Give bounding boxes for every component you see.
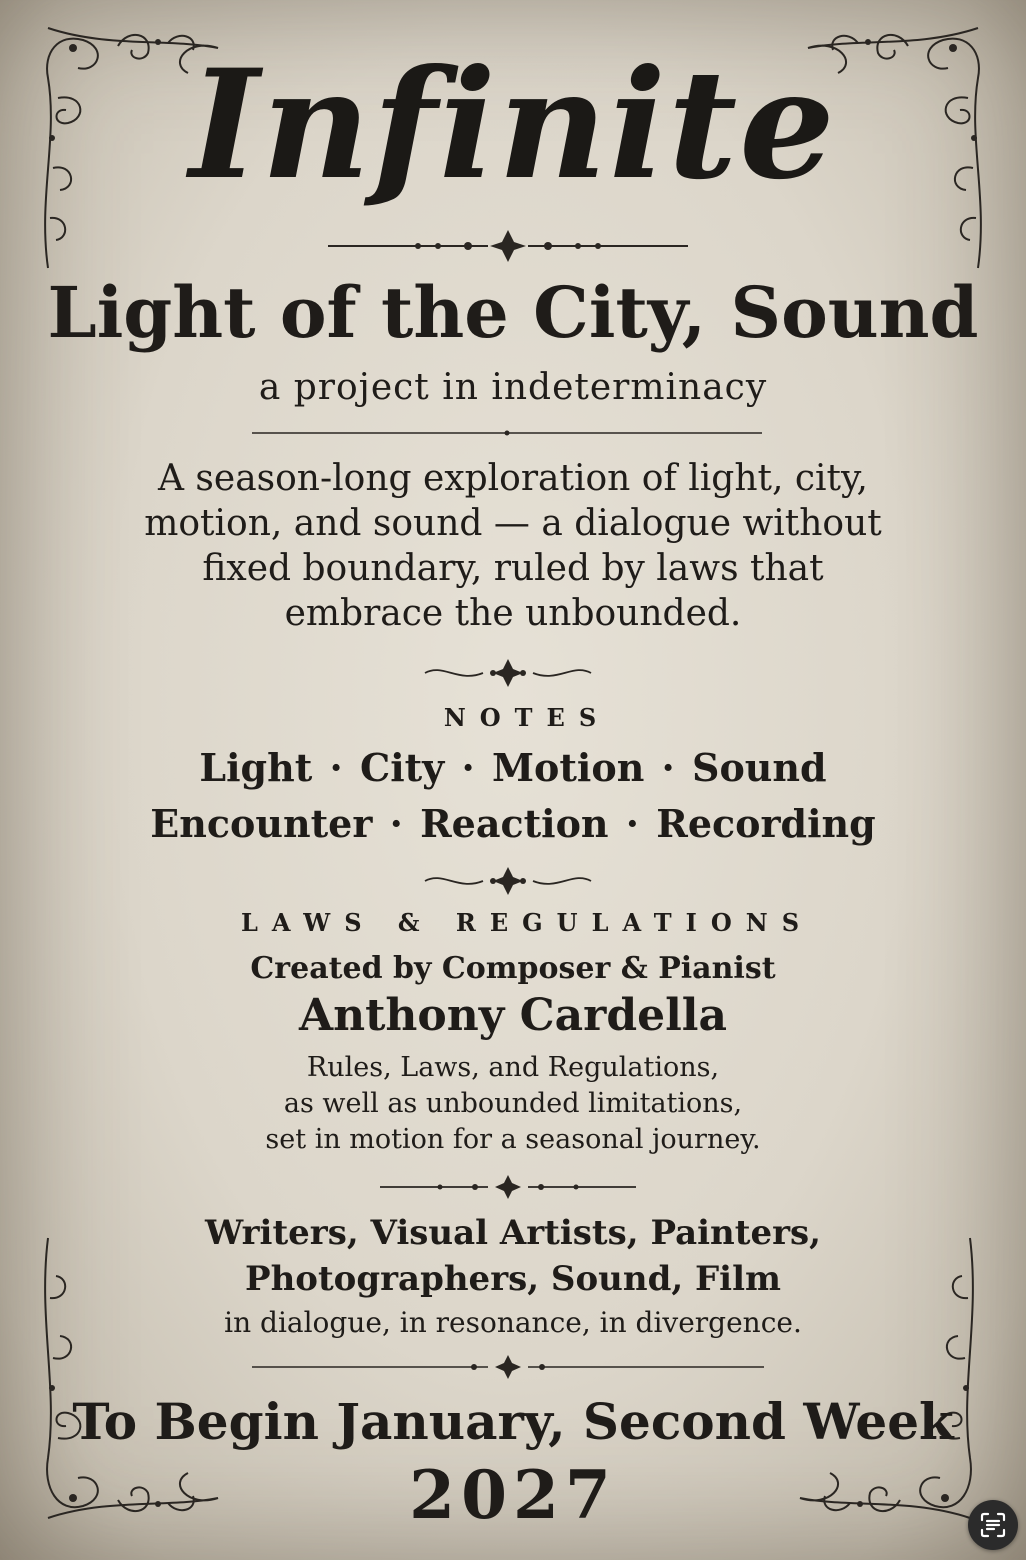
rules-line: as well as unbounded limitations, bbox=[283, 1088, 743, 1119]
fleuron-divider-icon bbox=[328, 228, 688, 264]
poster-subtitle: Light of the City, Sound bbox=[47, 271, 979, 354]
fleuron-divider-icon bbox=[380, 1174, 636, 1200]
tagline: a project in indeterminacy bbox=[258, 367, 768, 408]
year: 2027 bbox=[409, 1456, 617, 1534]
intro-line: embrace the unbounded. bbox=[284, 593, 742, 634]
text-scan-icon bbox=[979, 1511, 1007, 1539]
notes-row: Encounter · Reaction · Recording bbox=[150, 801, 876, 846]
fleuron-divider-icon bbox=[423, 658, 593, 688]
poster-title: Infinite bbox=[189, 37, 837, 213]
fleuron-divider-icon bbox=[252, 1354, 764, 1380]
author-name: Anthony Cardella bbox=[298, 990, 728, 1041]
intro-line: motion, and sound — a dialogue without bbox=[144, 503, 882, 544]
rules-line: Rules, Laws, and Regulations, bbox=[306, 1052, 720, 1083]
rules-line: set in motion for a seasonal journey. bbox=[265, 1124, 761, 1155]
artists-block bbox=[0, 1210, 1026, 1302]
intro-paragraph bbox=[0, 456, 1026, 636]
created-by: Created by Composer & Pianist bbox=[250, 951, 776, 986]
notes-label: NOTES bbox=[443, 703, 611, 732]
text-scan-button[interactable] bbox=[968, 1500, 1018, 1550]
laws-label: LAWS & REGULATIONS bbox=[240, 908, 814, 937]
rule-divider bbox=[252, 428, 762, 438]
artists-line: Writers, Visual Artists, Painters, bbox=[204, 1213, 822, 1253]
artists-dialogue-line: in dialogue, in resonance, in divergence. bbox=[224, 1306, 802, 1339]
intro-line: A season-long exploration of light, city, bbox=[157, 458, 869, 499]
artists-line: Photographers, Sound, Film bbox=[245, 1259, 781, 1299]
start-date: To Begin January, Second Week bbox=[72, 1392, 954, 1451]
rules-paragraph bbox=[0, 1050, 1026, 1158]
intro-line: fixed boundary, ruled by laws that bbox=[202, 548, 824, 589]
notes-row: Light · City · Motion · Sound bbox=[199, 745, 827, 790]
fleuron-divider-icon bbox=[423, 866, 593, 896]
